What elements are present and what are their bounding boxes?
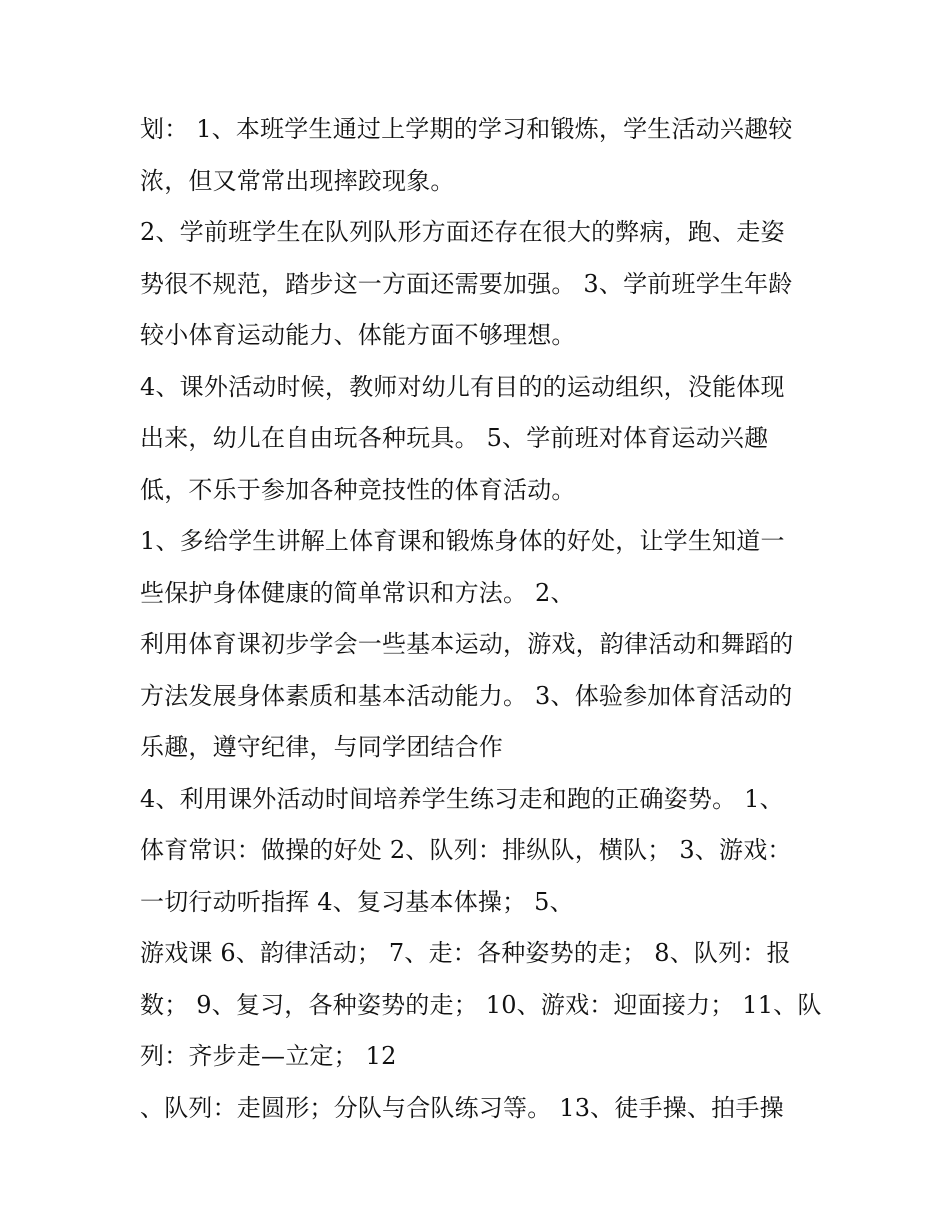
text-line: 利用体育课初步学会一些基本运动，游戏，韵律活动和舞蹈的	[140, 630, 794, 658]
text-line: 方法发展身体素质和基本活动能力。 3、体验参加体育活动的	[140, 681, 793, 710]
text-line: 1、多给学生讲解上体育课和锻炼身体的好处，让学生知道一	[140, 527, 785, 555]
text-line: 一切行动听指挥 4、复习基本体操； 5、	[140, 887, 574, 916]
text-line: 势很不规范，踏步这一方面还需要加强。 3、学前班学生年龄	[140, 269, 793, 298]
text-line: 较小体育运动能力、体能方面不够理想。	[140, 321, 576, 349]
text-line: 浓，但又常常出现摔跤现象。	[140, 166, 455, 195]
text-line: 2、学前班学生在队列队形方面还存在很大的弊病，跑、走姿	[140, 218, 785, 246]
text-line: 列：齐步走—立定； 12	[140, 1042, 397, 1070]
text-line: 乐趣，遵守纪律，与同学团结合作	[140, 733, 503, 761]
text-line: 4、利用课外活动时间培养学生练习走和跑的正确姿势。 1、	[140, 784, 784, 813]
text-line: 体育常识：做操的好处 2、队列：排纵队，横队； 3、游戏：	[140, 836, 792, 864]
text-line: 、队列：走圆形；分队与合队练习等。 13、徒手操、拍手操	[140, 1093, 784, 1122]
text-line: 游戏课 6、韵律活动； 7、走：各种姿势的走； 8、队列：报	[140, 939, 791, 967]
text-line: 些保护身体健康的简单常识和方法。 2、	[140, 578, 575, 607]
text-line: 数； 9、复习，各种姿势的走； 10、游戏：迎面接力； 11、队	[140, 990, 822, 1019]
text-line: 4、课外活动时候，教师对幼儿有目的的运动组织，没能体现	[140, 372, 785, 401]
text-line: 出来，幼儿在自由玩各种玩具。 5、学前班对体育运动兴趣	[140, 424, 769, 452]
document-body	[140, 104, 820, 1134]
text-line: 划： 1、本班学生通过上学期的学习和锻炼，学生活动兴趣较	[140, 115, 793, 143]
text-line: 低，不乐于参加各种竞技性的体育活动。	[140, 475, 576, 504]
